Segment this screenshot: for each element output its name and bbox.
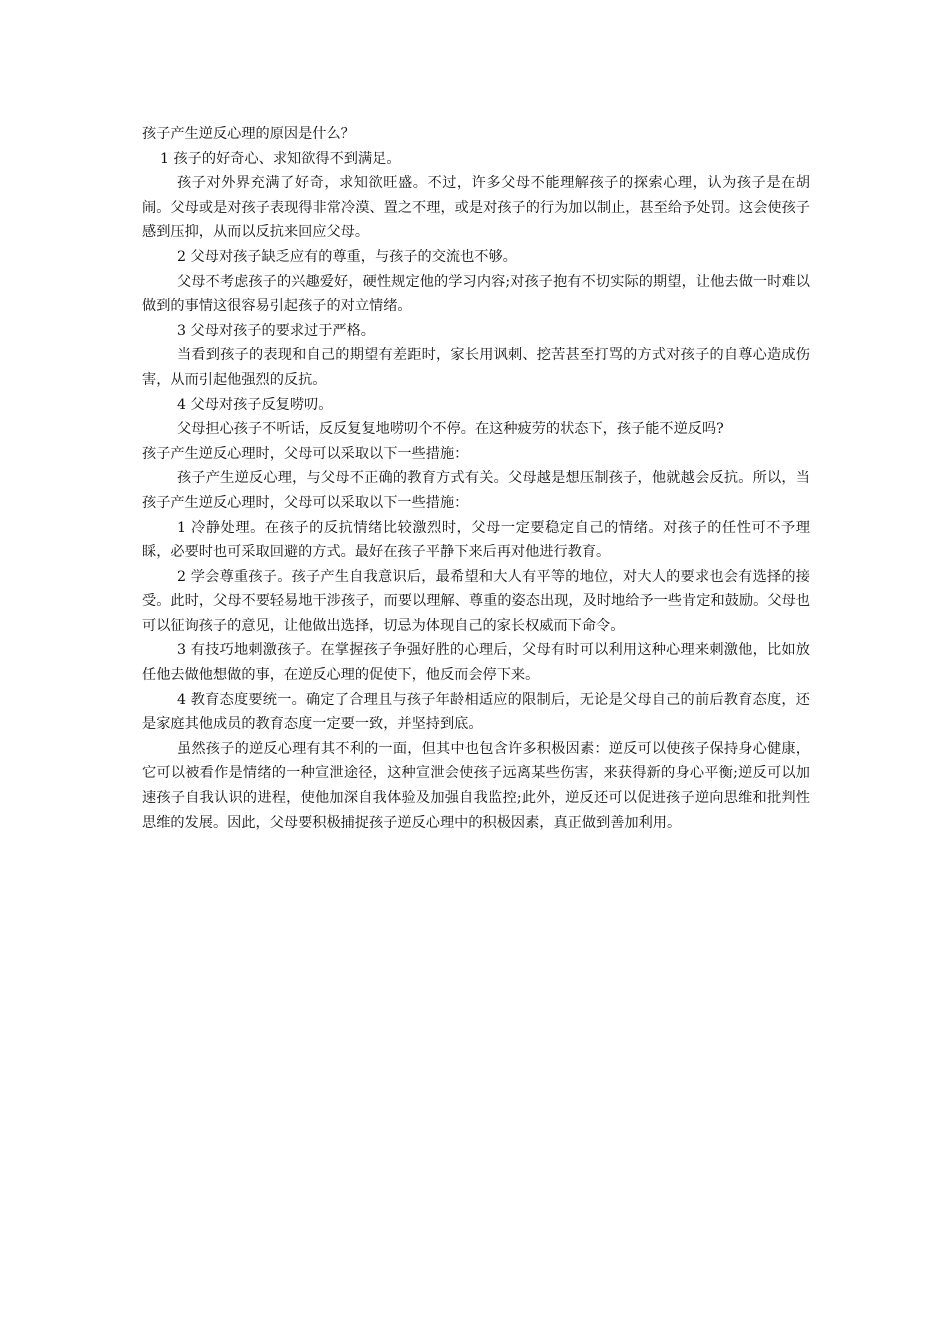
measures-intro-line: 孩子产生逆反心理时，父母可以采取以下一些措施： [142,445,469,462]
measure-1: 1 冷静处理。在孩子的反抗情绪比较激烈时，父母一定要稳定自己的情绪。对孩子的任性可不予理睬，必要时也可采取回避的方式。最好在孩子平静下来后再对他进行教育。 [142,519,810,561]
cause-3-body: 当看到孩子的表现和自己的期望有差距时，家长用讽刺、挖苦甚至打骂的方式对孩子的自尊心造成伤害，从而引起他强烈的反抗。 [142,347,810,388]
cause-1-heading: 1 孩子的好奇心、求知欲得不到满足。 [160,150,401,167]
cause-2-body: 父母不考虑孩子的兴趣爱好，硬性规定他的学习内容;对孩子抱有不切实际的期望，让他去做一时难以做到的事情这很容易引起孩子的对立情绪。 [142,273,810,315]
cause-1-body: 孩子对外界充满了好奇，求知欲旺盛。不过，许多父母不能理解孩子的探索心理，认为孩子是在胡闹。父母或是对孩子表现得非常冷漠、置之不理，或是对孩子的行为加以制止，甚至给予处罚。这会使孩子感到压抑，从而以反抗来回应父母。 [142,175,810,241]
measures-intro-paragraph: 孩子产生逆反心理，与父母不正确的教育方式有关。父母越是想压制孩子，他就越会反抗。所以，当孩子产生逆反心理时，父母可以采取以下一些措施： [142,470,810,511]
conclusion-paragraph: 虽然孩子的逆反心理有其不利的一面，但其中也包含许多积极因素：逆反可以使孩子保持身心健康，它可以被看作是情绪的一种宣泄途径，这种宣泄会使孩子远离某些伤害，来获得新的身心平衡;逆反可以加速孩子自我认识的进程，使他加深自我体验及加强自我监控;此外，逆反还可以促进孩子逆向思维和批判性思维的发展。因此，父母要积极捕捉孩子逆反心理中的积极因素，真正做到善加利用。 [142,740,810,831]
cause-3-heading: 3 父母对孩子的要求过于严格。 [177,322,375,339]
cause-4-heading: 4 父母对孩子反复唠叨。 [177,396,333,413]
document-title: 孩子产生逆反心理的原因是什么？ [142,126,355,142]
measure-3: 3 有技巧地刺激孩子。在掌握孩子争强好胜的心理后，父母有时可以利用这种心理来刺激他，比如放任他去做他想做的事，在逆反心理的促使下，他反而会停下来。 [142,642,810,684]
document-page [142,122,810,835]
measure-2: 2 学会尊重孩子。孩子产生自我意识后，最希望和大人有平等的地位，对大人的要求也会有选择的接受。此时，父母不要轻易地干涉孩子，而要以理解、尊重的姿态出现，及时地给予一些肯定和鼓励。父母也可以征询孩子的意见，让他做出选择，切忌为体现自己的家长权威而下命令。 [142,568,810,634]
cause-2-heading: 2 父母对孩子缺乏应有的尊重，与孩子的交流也不够。 [177,248,517,265]
cause-4-body: 父母担心孩子不听话，反反复复地唠叨个不停。在这种疲劳的状态下，孩子能不逆反吗? [177,421,724,438]
measure-4: 4 教育态度要统一。确定了合理且与孩子年龄相适应的限制后，无论是父母自己的前后教育态度，还是家庭其他成员的教育态度一定要一致，并坚持到底。 [142,691,810,733]
